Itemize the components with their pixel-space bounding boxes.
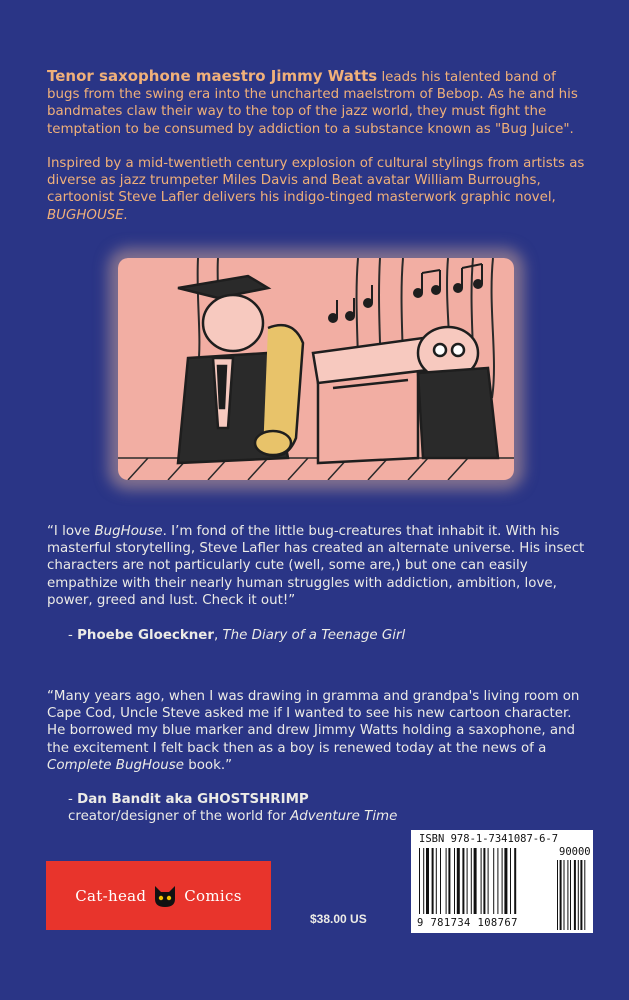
publisher-name-right: Comics xyxy=(184,886,242,905)
barcode-bar xyxy=(462,848,464,914)
barcode-bar xyxy=(510,848,511,914)
cat-head-icon xyxy=(152,883,178,909)
barcode-bar xyxy=(474,848,477,914)
barcode-bar xyxy=(448,848,450,914)
attribution-separator: , xyxy=(213,628,223,643)
barcode-bar xyxy=(504,848,507,914)
reviewer-work: Adventure Time xyxy=(290,809,398,825)
barcode-bar xyxy=(481,848,482,914)
reviewer-work: The Diary of a Teenage Girl xyxy=(222,628,406,643)
barcode-addon-bar xyxy=(560,860,562,930)
reviewer-name: Dan Bandit aka GHOSTSHRIMP xyxy=(77,792,309,807)
barcode-addon-bar xyxy=(567,860,568,930)
publisher-name-left: Cat-head xyxy=(75,886,147,905)
review-attribution-gloeckner xyxy=(68,627,405,644)
review-quote-ghostshrimp xyxy=(47,688,592,774)
barcode-addon-bar xyxy=(574,860,576,930)
barcode-bar xyxy=(440,848,441,914)
barcode-addon-digits: 90000 xyxy=(559,846,591,858)
cover-illustration xyxy=(118,258,514,480)
synopsis-lead: Tenor saxophone maestro Jimmy Watts xyxy=(47,67,378,85)
reviewer-credit: creator/designer of the world for xyxy=(68,809,291,825)
isbn-barcode xyxy=(411,830,593,933)
quote-text: “I love xyxy=(47,524,95,539)
barcode-digits: 9 781734 108767 xyxy=(417,917,518,929)
barcode-bar xyxy=(423,848,424,914)
barcode-bar xyxy=(419,848,420,914)
inspiration-paragraph xyxy=(47,155,592,224)
barcode-bar xyxy=(488,848,489,914)
attribution-dash: - xyxy=(68,628,78,643)
barcode-addon-bar xyxy=(584,860,585,930)
barcode-bar xyxy=(514,848,516,914)
barcode-addon-bar xyxy=(564,860,565,930)
review-attribution-ghostshrimp xyxy=(68,791,397,825)
barcode-addon-bar xyxy=(570,860,571,930)
barcode-bar xyxy=(483,848,485,914)
inspiration-text: Inspired by a mid-twentieth century explosion of cultural stylings from artists as diverse as jazz trumpeter Miles Davis and Beat avatar William Burroughs, cartoonist Steve Lafler delivers his indigo-tinged masterwork graphic novel, xyxy=(47,156,585,206)
barcode-bar xyxy=(432,848,434,914)
barcode-bar xyxy=(457,848,460,914)
quote-text: book.” xyxy=(183,757,233,773)
attribution-dash: - xyxy=(68,792,78,807)
barcode-bar xyxy=(471,848,472,914)
synopsis-paragraph xyxy=(47,68,592,138)
barcode-bar xyxy=(467,848,468,914)
barcode-bar xyxy=(497,848,498,914)
reviewer-name: Phoebe Gloeckner xyxy=(77,628,214,643)
barcode-addon-bar xyxy=(580,860,582,930)
barcode-addon-bar xyxy=(578,860,579,930)
barcode-bar xyxy=(436,848,437,914)
barcode-bar xyxy=(493,848,494,914)
barcode-bar xyxy=(446,848,447,914)
quote-text: “Many years ago, when I was drawing in gramma and grandpa's living room on Cape Cod, Uncle Steve asked me if I wanted to see his new cartoon character. He borrowed my blue marker and drew Jimmy Watts holding a saxophone, and the excitement I felt back then as a boy is renewed today at the news of a xyxy=(47,689,580,756)
barcode-bar xyxy=(502,848,503,914)
synopsis-text: leads his talented band of bugs from the swing era into the uncharted maelstrom of Bebop. As he and his bandmates claw their way to the top of the jazz world, they must fight the temptation to be consumed by addiction to a substance known as "Bug Juice". xyxy=(47,70,578,137)
price-label: $38.00 US xyxy=(310,912,367,926)
quote-text: . I’m fond of the little bug-creatures that inhabit it. With his masterful storytelling, Steve Lafler has created an alternate universe. His insect characters are not particularly cute (well, some are,) but one can easily empathize with their nearly human struggles with addiction, ambition, love, power, greed and lust. Check it out!” xyxy=(47,524,585,608)
barcode-bar xyxy=(426,848,429,914)
publisher-logo xyxy=(46,861,271,930)
barcode-addon-bar xyxy=(557,860,558,930)
quote-title: Complete BugHouse xyxy=(47,757,184,773)
jazz-band-illustration xyxy=(118,258,514,480)
quote-title: BugHouse xyxy=(94,524,163,539)
review-quote-gloeckner xyxy=(47,523,592,609)
book-title: BUGHOUSE. xyxy=(47,207,128,223)
barcode-bar xyxy=(454,848,455,914)
isbn-label: ISBN 978-1-7341087-6-7 xyxy=(419,833,559,845)
